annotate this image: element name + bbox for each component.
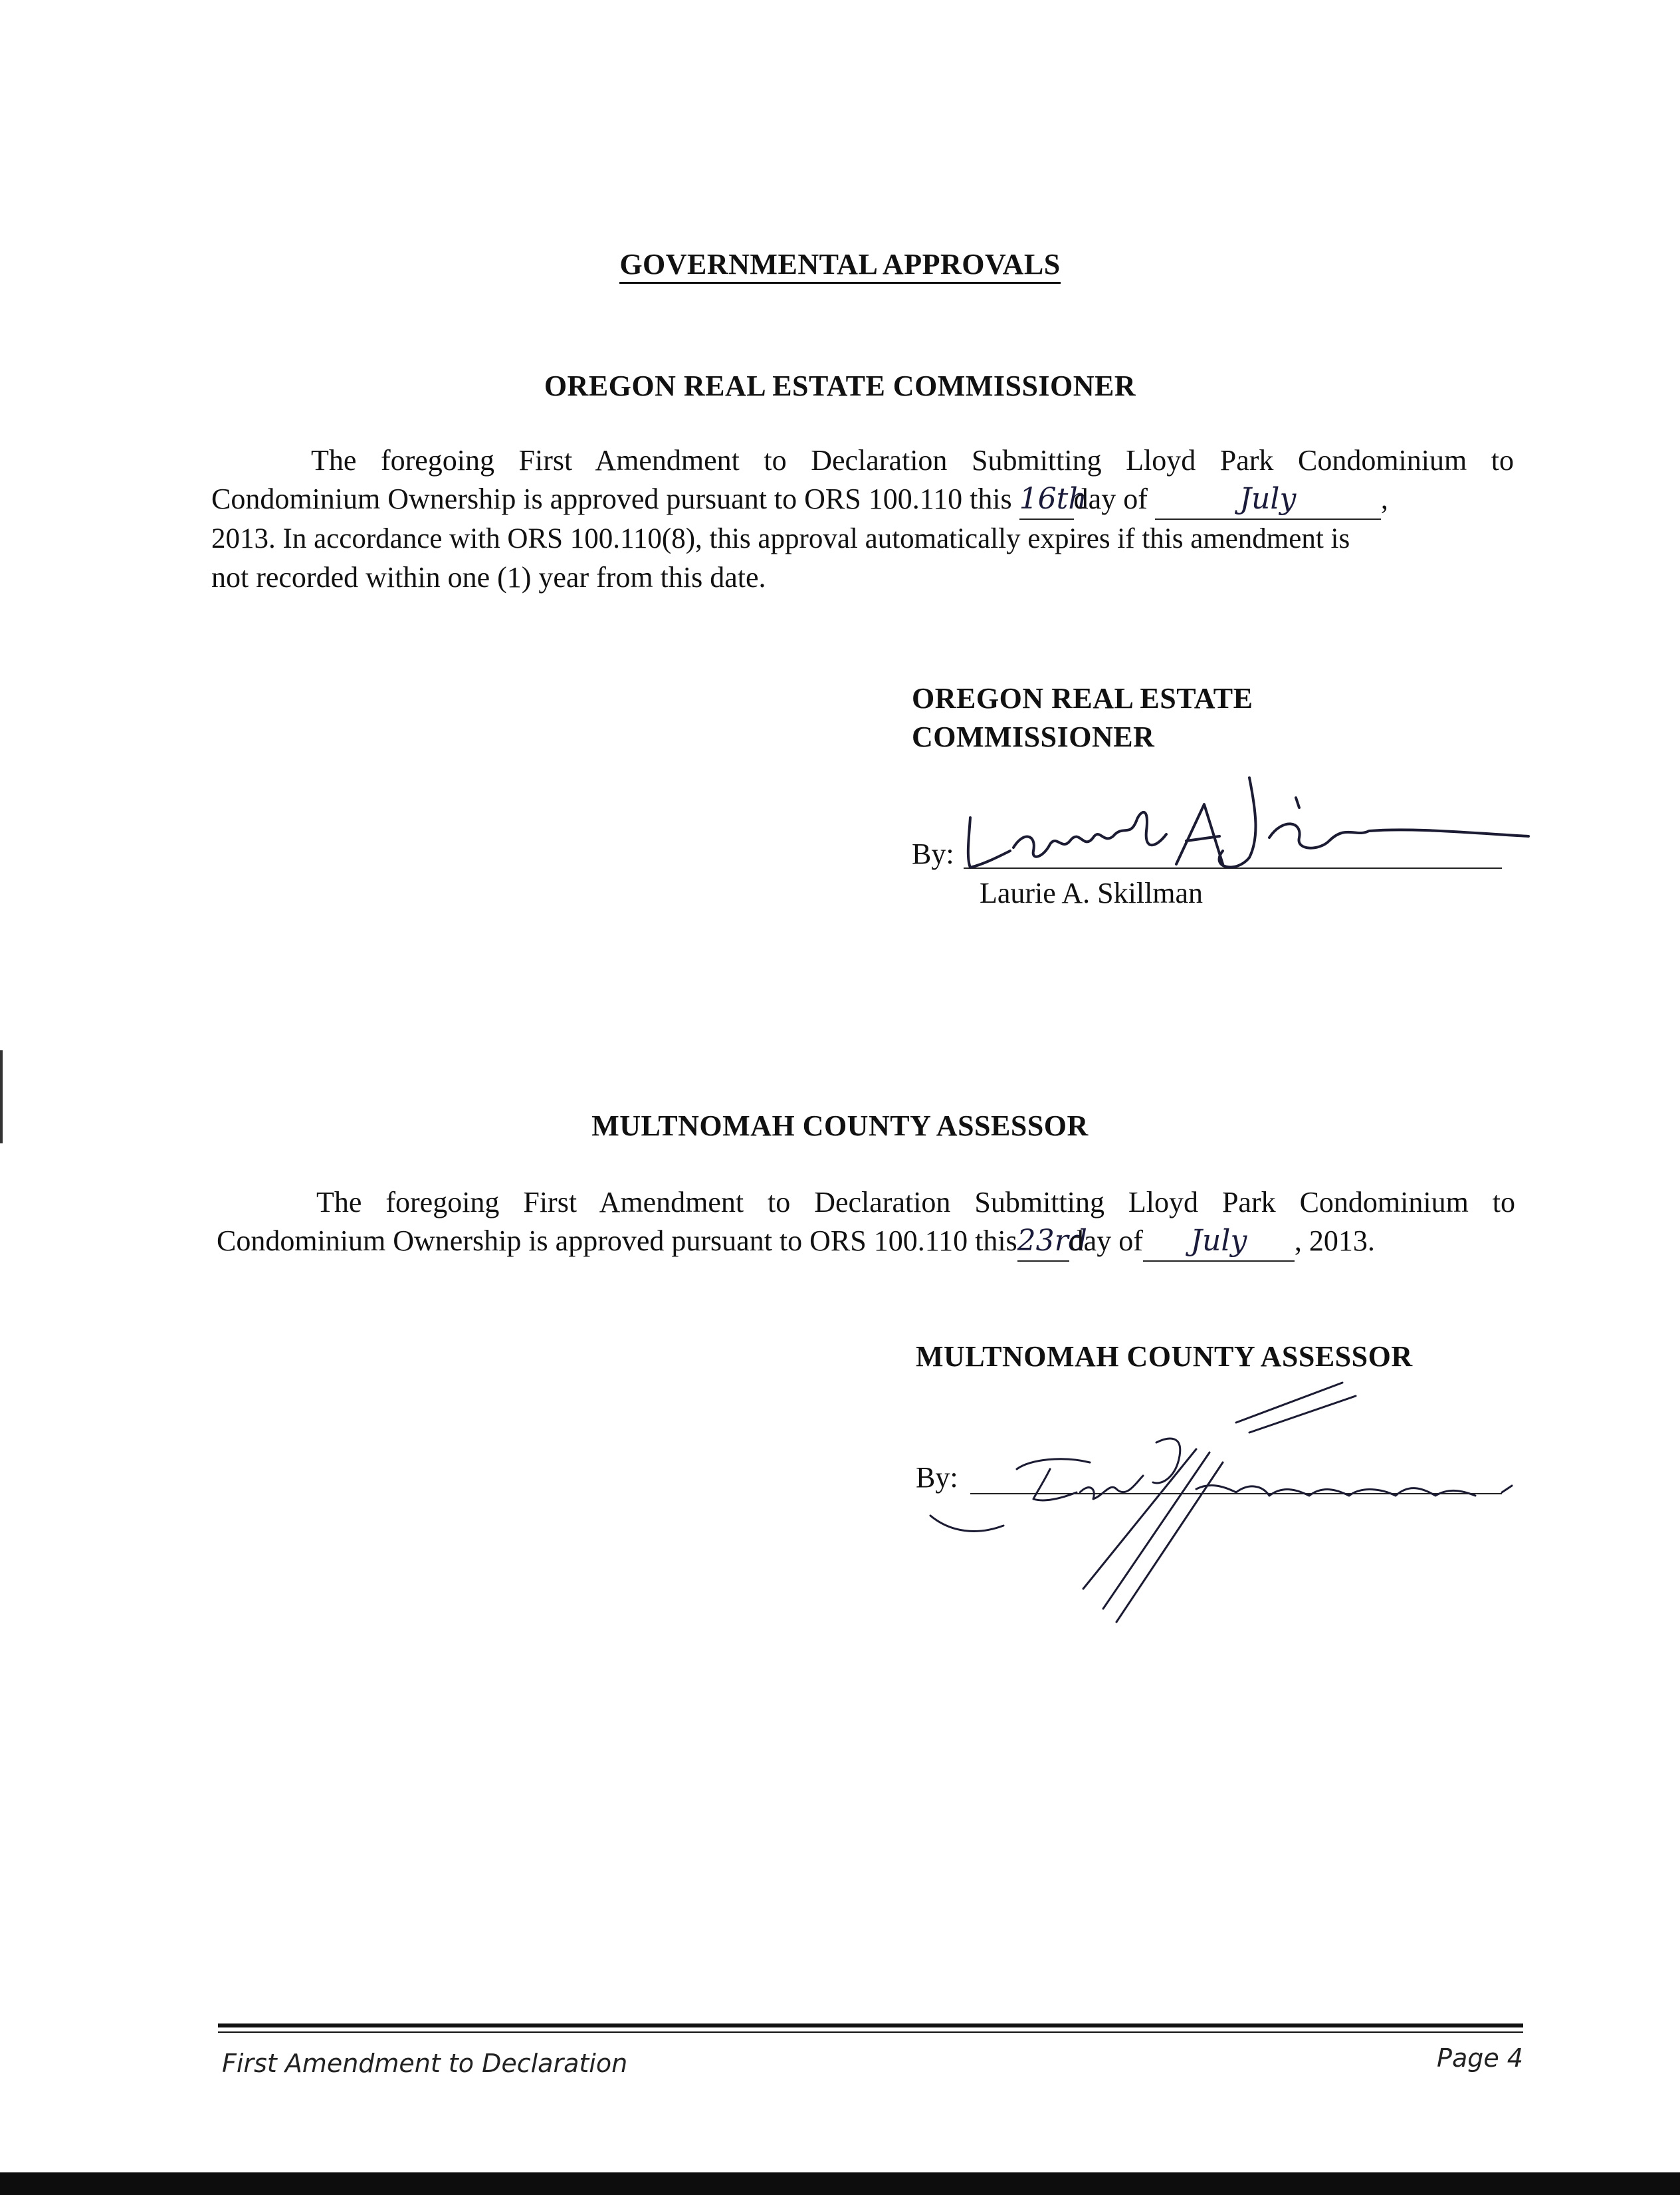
footer-rule-thick bbox=[218, 2023, 1523, 2027]
multnomah-day-field: 23rd bbox=[1017, 1222, 1069, 1262]
scan-left-mark bbox=[0, 1050, 3, 1143]
multnomah-para-line-2: Condominium Ownership is approved pursuant to ORS 100.110 this23rdday of July , 2013. bbox=[217, 1222, 1515, 1262]
multnomah-para-line-1: The foregoing First Amendment to Declaration Submitting Lloyd Park Condominium to bbox=[316, 1186, 1515, 1218]
footer-page-number: Page 4 bbox=[1437, 2043, 1523, 2073]
footer-rule-thin bbox=[218, 2031, 1523, 2033]
page-heading: GOVERNMENTAL APPROVALS bbox=[0, 247, 1680, 281]
oregon-para-line-1: The foregoing First Amendment to Declaration Submitting Lloyd Park Condominium to bbox=[311, 444, 1514, 477]
footer-document-title: First Amendment to Declaration bbox=[222, 2049, 628, 2078]
oregon-para-line-2: Condominium Ownership is approved pursuant to ORS 100.110 this 16thday of July , bbox=[211, 480, 1514, 520]
oregon-para-line-4: not recorded within one (1) year from this date. bbox=[211, 561, 766, 594]
oregon-by-label: By: bbox=[912, 838, 954, 870]
oregon-approval-paragraph bbox=[211, 441, 1514, 597]
multnomah-handwritten-signature bbox=[917, 1369, 1542, 1649]
oregon-signature-title: OREGON REAL ESTATE COMMISSIONER bbox=[912, 682, 1253, 753]
multnomah-approval-paragraph bbox=[217, 1183, 1515, 1262]
oregon-month-field: July bbox=[1155, 480, 1381, 520]
multnomah-section-title: MULTNOMAH COUNTY ASSESSOR bbox=[591, 1109, 1089, 1142]
oregon-day-field: 16th bbox=[1019, 480, 1074, 520]
oregon-handwritten-signature bbox=[957, 758, 1542, 891]
multnomah-signature-title: MULTNOMAH COUNTY ASSESSOR bbox=[916, 1340, 1413, 1373]
oregon-signer-name: Laurie A. Skillman bbox=[980, 877, 1204, 909]
oregon-section-title: OREGON REAL ESTATE COMMISSIONER bbox=[544, 370, 1136, 402]
multnomah-month-field: July bbox=[1143, 1222, 1295, 1262]
oregon-para-line-3: 2013. In accordance with ORS 100.110(8), this approval automatically expires if this amendment is bbox=[211, 523, 1350, 554]
multnomah-by-label: By: bbox=[916, 1461, 958, 1494]
scan-bottom-edge bbox=[0, 2172, 1680, 2195]
